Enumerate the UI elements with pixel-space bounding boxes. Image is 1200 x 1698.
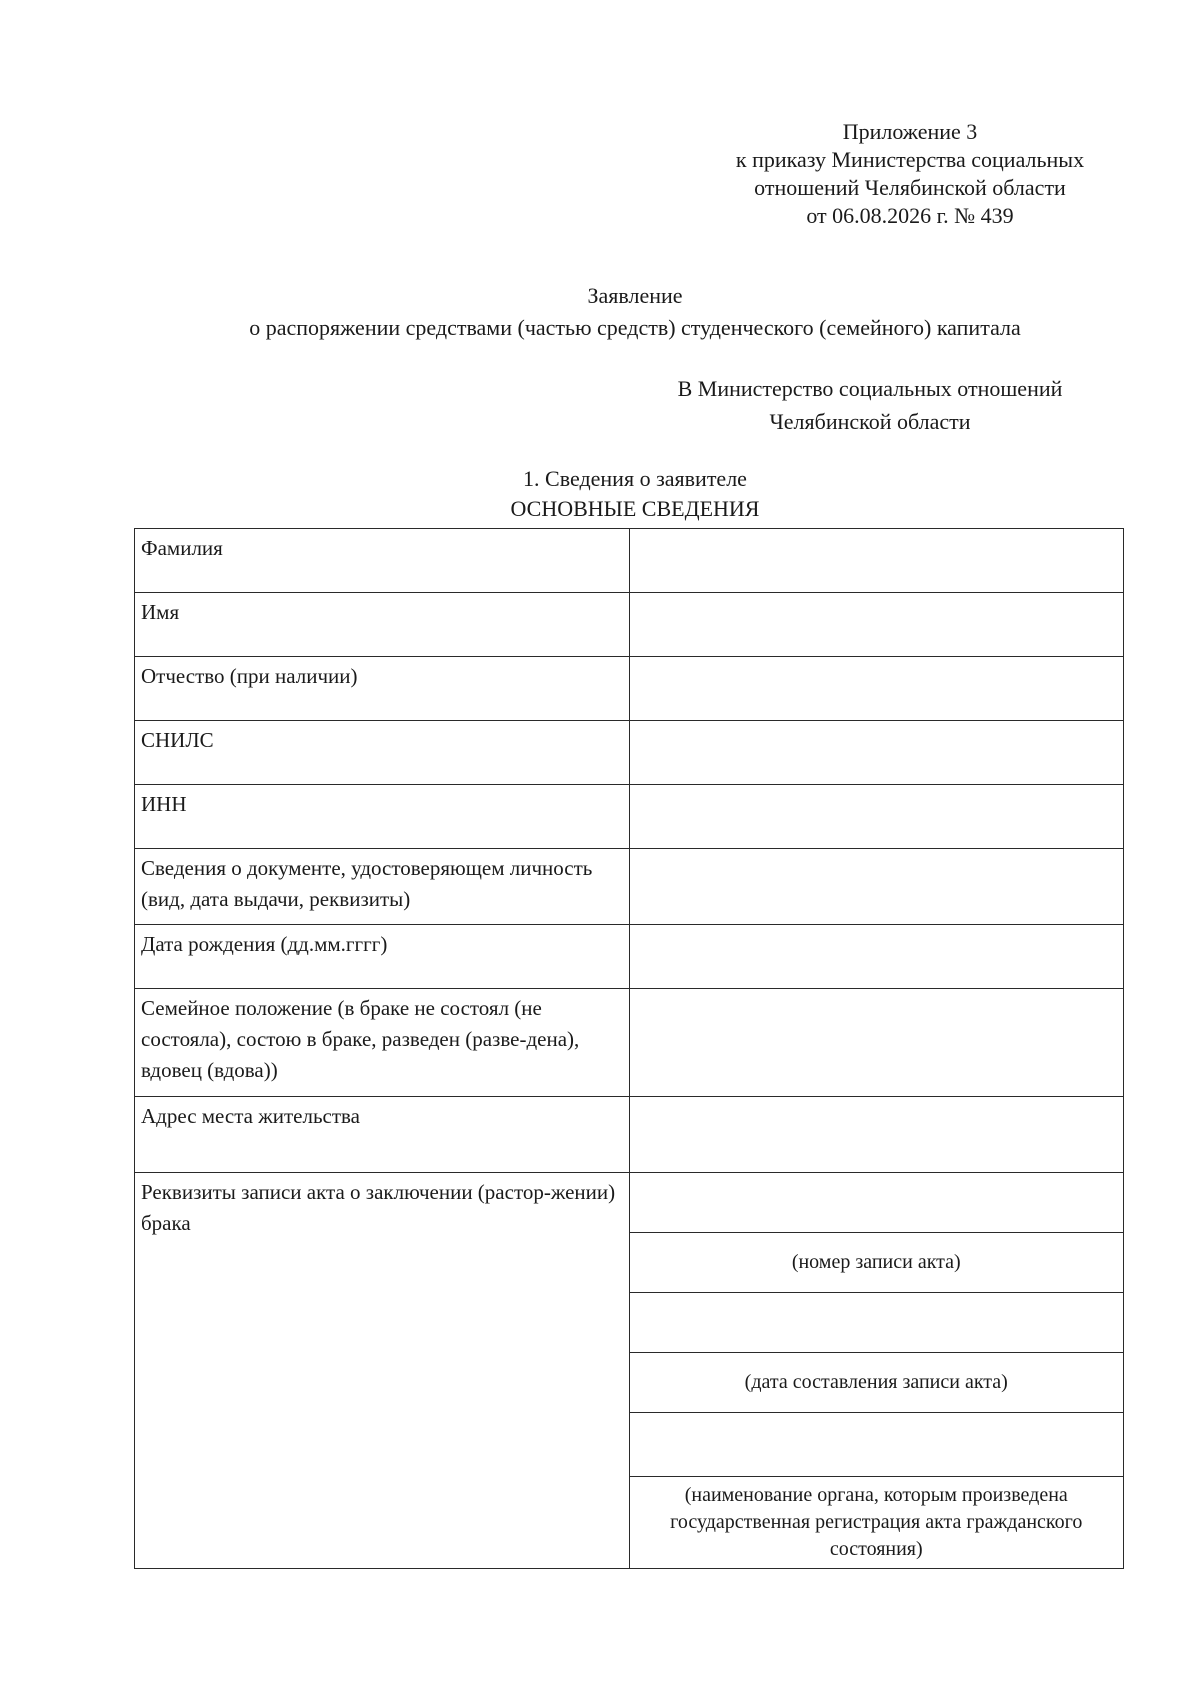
table-row	[135, 1097, 1124, 1173]
field-value-record-date[interactable]	[629, 1293, 1124, 1353]
field-label-inn: ИНН	[135, 785, 630, 849]
field-value-registry-office[interactable]	[629, 1413, 1124, 1477]
field-value-name[interactable]	[629, 593, 1124, 657]
title-subheading: о распоряжении средствами (частью средств) студенческого (семейного) капитала	[249, 315, 1021, 340]
field-label-address: Адрес места жительства	[135, 1097, 630, 1173]
field-label-marital-status: Семейное положение (в браке не состоял (не состояла), состою в браке, разведен (разве-дена), вдовец (вдова))	[135, 989, 630, 1097]
section-header	[0, 464, 1200, 524]
field-value-record-number[interactable]	[629, 1173, 1124, 1233]
field-value-birth-date[interactable]	[629, 925, 1124, 989]
field-label-marriage-record: Реквизиты записи акта о заключении (растор-жении) брака	[135, 1173, 630, 1569]
field-label-surname: Фамилия	[135, 529, 630, 593]
table-row	[135, 721, 1124, 785]
field-label-snils: СНИЛС	[135, 721, 630, 785]
field-label-birth-date: Дата рождения (дд.мм.гггг)	[135, 925, 630, 989]
addressee-block	[650, 372, 1090, 438]
field-value-inn[interactable]	[629, 785, 1124, 849]
field-value-id-document[interactable]	[629, 849, 1124, 925]
field-value-snils[interactable]	[629, 721, 1124, 785]
field-label-name: Имя	[135, 593, 630, 657]
table-row	[135, 925, 1124, 989]
addressee-line: Челябинской области	[769, 409, 971, 434]
appendix-block	[690, 118, 1130, 230]
table-row	[135, 785, 1124, 849]
appendix-line: отношений Челябинской области	[754, 175, 1066, 200]
field-value-surname[interactable]	[629, 529, 1124, 593]
caption-registry-office: (наименование органа, которым произведена государственная регистрация акта гражданского состояния)	[629, 1477, 1124, 1569]
table-row	[135, 593, 1124, 657]
field-value-patronymic[interactable]	[629, 657, 1124, 721]
appendix-line: к приказу Министерства социальных	[735, 147, 1085, 172]
table-row	[135, 657, 1124, 721]
section-title: 1. Сведения о заявителе	[523, 466, 747, 491]
applicant-info-table	[134, 528, 1124, 1569]
table-row	[135, 529, 1124, 593]
addressee-line: В Министерство социальных отношений	[677, 376, 1063, 401]
document-title	[0, 280, 1200, 344]
field-value-marital-status[interactable]	[629, 989, 1124, 1097]
caption-record-number: (номер записи акта)	[629, 1233, 1124, 1293]
field-value-address[interactable]	[629, 1097, 1124, 1173]
field-label-patronymic: Отчество (при наличии)	[135, 657, 630, 721]
table-row	[135, 1173, 1124, 1233]
appendix-line: от 06.08.2026 г. № 439	[806, 203, 1014, 228]
caption-record-date: (дата составления записи акта)	[629, 1353, 1124, 1413]
section-subtitle: ОСНОВНЫЕ СВЕДЕНИЯ	[510, 496, 760, 521]
appendix-line: Приложение 3	[842, 119, 978, 144]
table-row	[135, 849, 1124, 925]
field-label-id-document: Сведения о документе, удостоверяющем личность (вид, дата выдачи, реквизиты)	[135, 849, 630, 925]
title-heading: Заявление	[587, 283, 683, 308]
table-row	[135, 989, 1124, 1097]
